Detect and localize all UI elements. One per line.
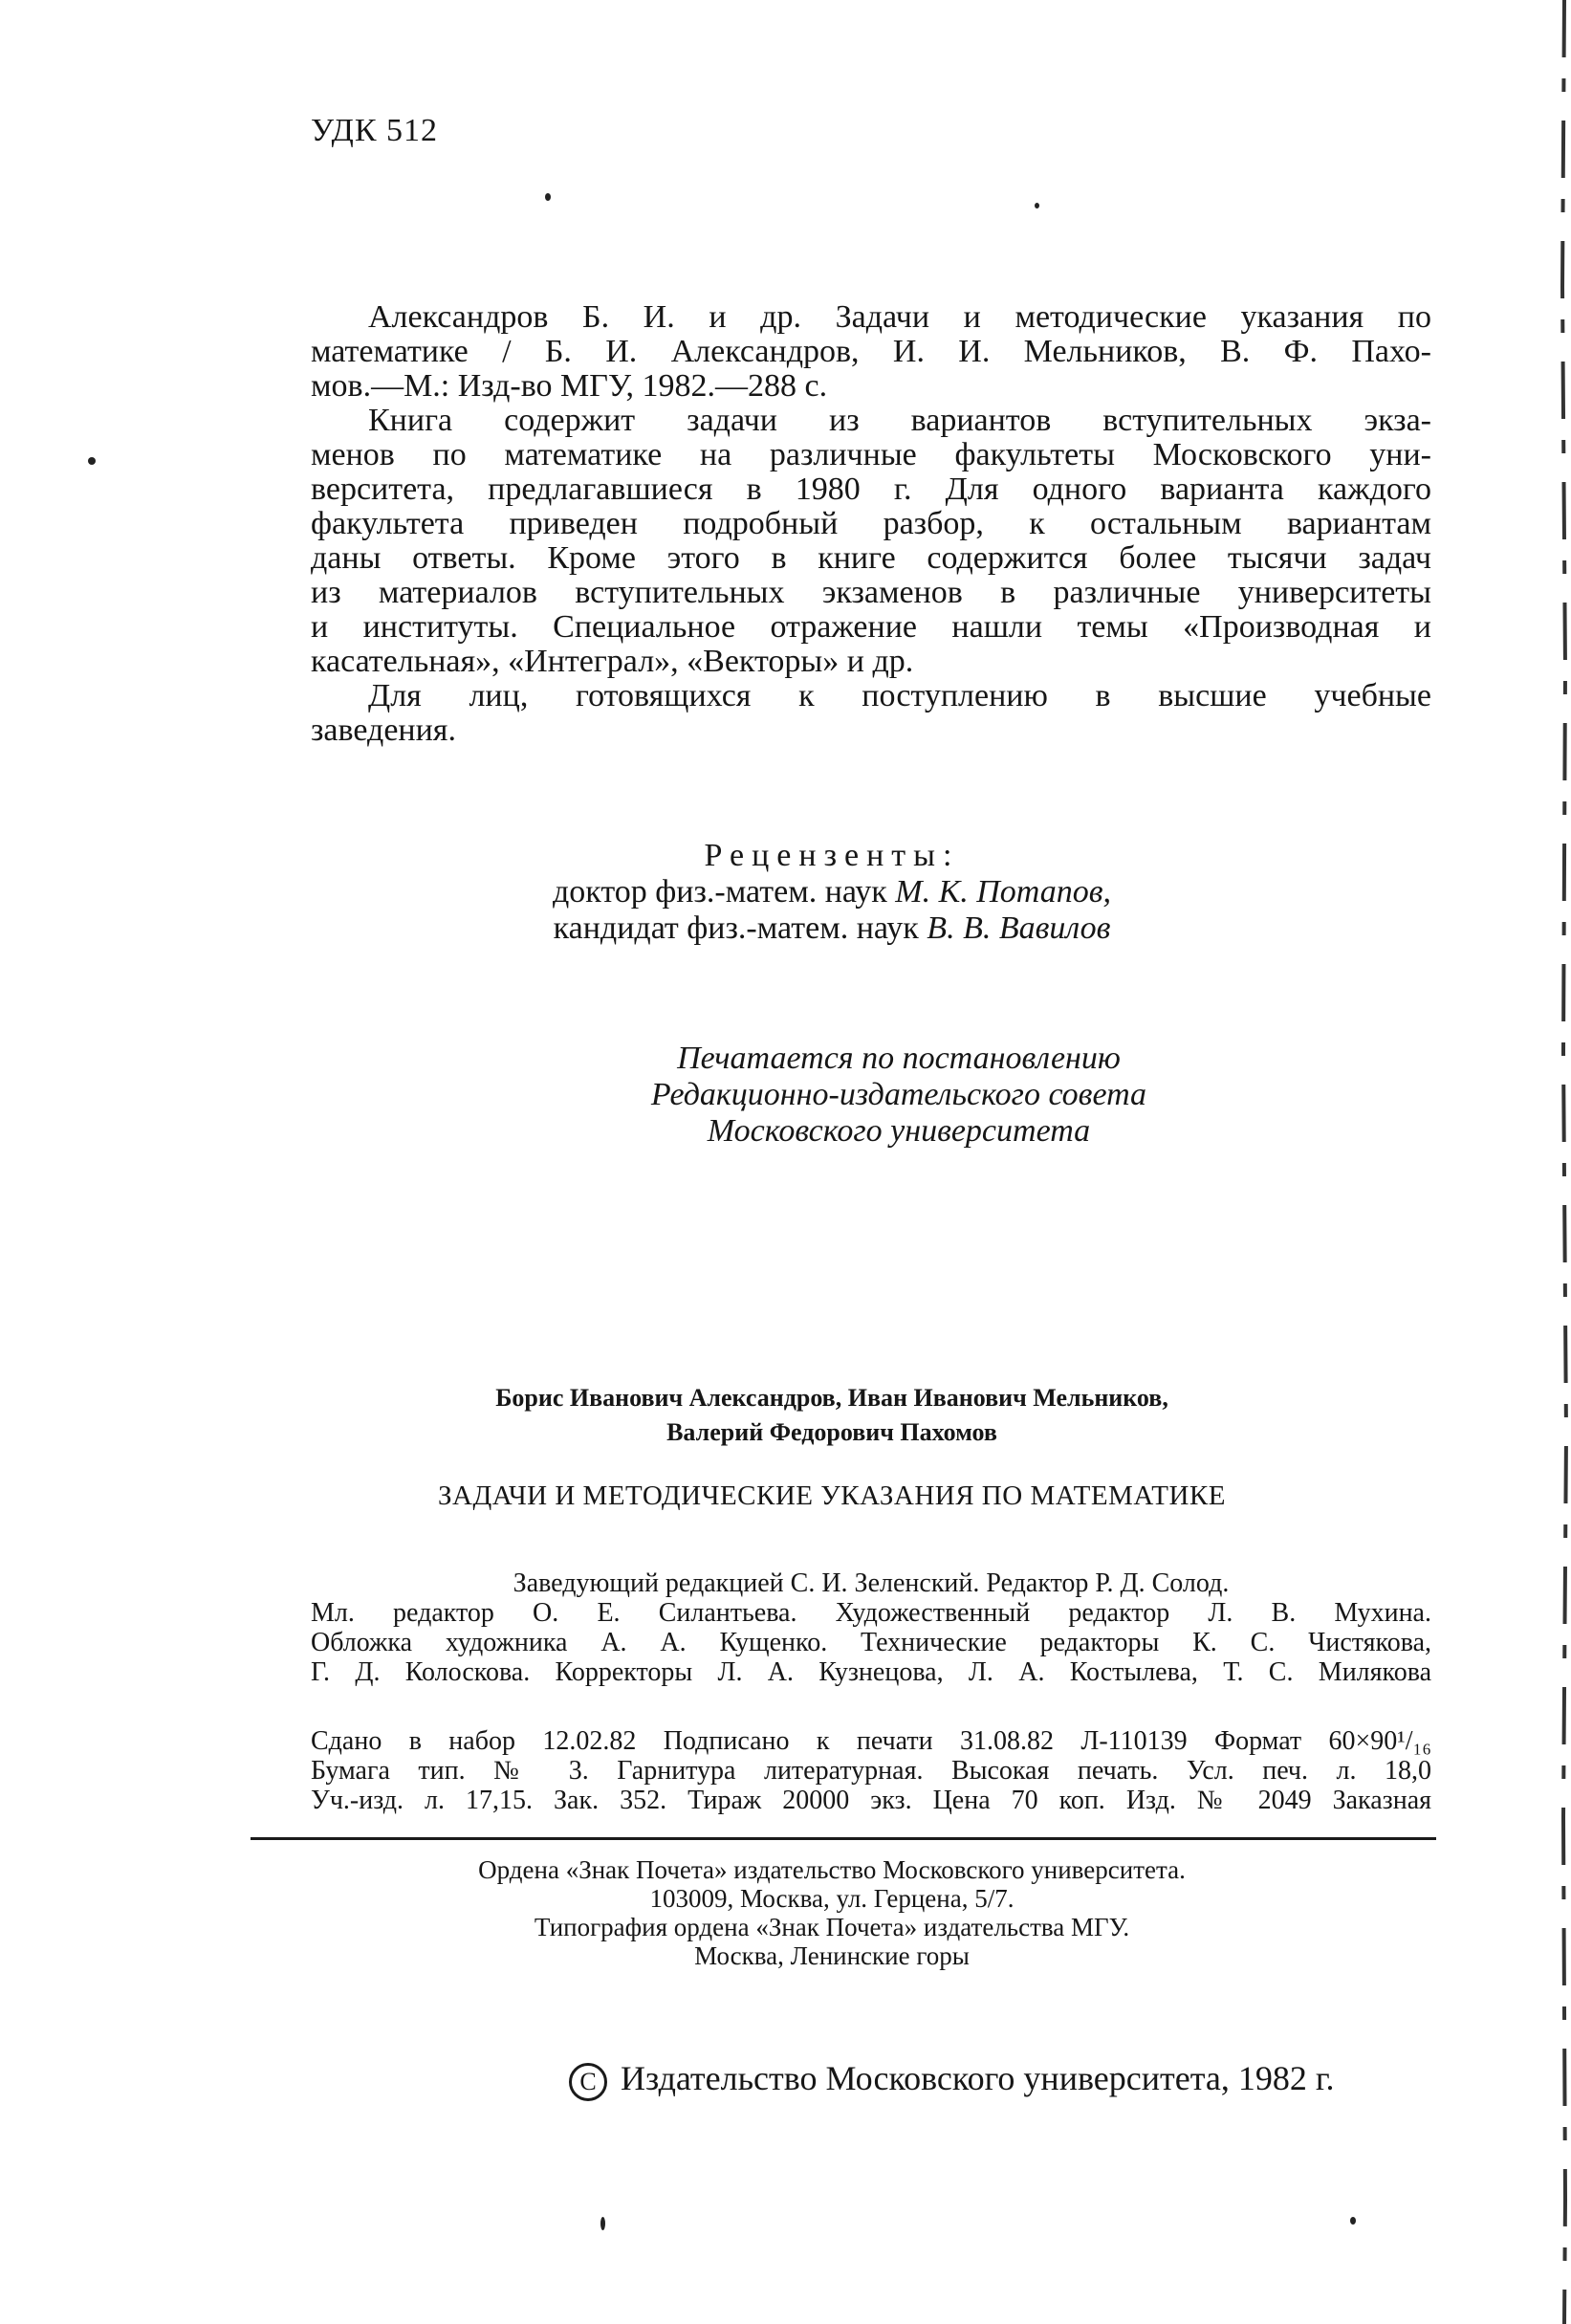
reviewer-1-degree: доктор физ.-матем. наук (553, 874, 887, 910)
speck (1035, 203, 1039, 208)
citation-line: Александров Б. И. и др. Задачи и методические указания по (368, 299, 1431, 335)
copyright-icon: C (569, 2063, 607, 2101)
reviewer-2-degree: кандидат физ.-матем. наук (553, 910, 919, 946)
description-line: менов по математике на различные факультеты Московского уни- (311, 437, 1431, 472)
annotation-block (311, 300, 1431, 748)
copyright (569, 2058, 1335, 2101)
speck (545, 193, 551, 201)
credits-block (311, 1568, 1431, 1687)
audience-line: Для лиц, готовящихся к поступлению в высшие учебные (368, 678, 1431, 713)
description-line: даны ответы. Кроме этого в книге содержится более тысячи задач (311, 540, 1431, 576)
speck (88, 457, 96, 465)
authors-line: Борис Иванович Александров, Иван Иванович Мельников, (495, 1384, 1168, 1412)
copyright-text: Издательство Московского университета, 1982 г. (621, 2059, 1335, 2097)
reviewers-heading: Рецензенты: (704, 838, 960, 873)
credits-line: Заведующий редакцией С. И. Зеленский. Редактор Р. Д. Солод. (513, 1568, 1230, 1598)
imprint-note-line: Печатается по постановлению (677, 1041, 1121, 1076)
reviewer-2-name: В. В. Вавилов (927, 910, 1111, 946)
reviewer-1-name: М. К. Потапов, (895, 874, 1111, 910)
reviewers-block (402, 838, 1262, 947)
publisher-line: 103009, Москва, ул. Герцена, 5/7. (649, 1884, 1015, 1913)
horizontal-rule (251, 1837, 1436, 1840)
print-data-line: Сдано в набор 12.02.82 Подписано к печати 31.08.82 Л-110139 Формат 60×90¹/₁₆ (311, 1726, 1431, 1756)
udk-code: УДК 512 (311, 113, 439, 148)
credits-line: Г. Д. Колоскова. Корректоры Л. А. Кузнецова, Л. А. Костылева, Т. С. Милякова (311, 1657, 1431, 1687)
publisher-line: Москва, Ленинские горы (694, 1941, 970, 1970)
imprint-note-line: Редакционно-издательского совета (650, 1077, 1147, 1112)
authors (402, 1381, 1262, 1450)
description-line: и институты. Специальное отражение нашли темы «Производная и (311, 609, 1431, 645)
description-line: касательная», «Интеграл», «Векторы» и др. (311, 644, 914, 679)
description-line: из материалов вступительных экзаменов в различные университеты (311, 575, 1431, 610)
credits-line: Мл. редактор О. Е. Силантьева. Художественный редактор Л. В. Мухина. (311, 1598, 1431, 1628)
imprint-note-line: Московского университета (707, 1113, 1091, 1149)
print-data-line: Уч.-изд. л. 17,15. Зак. 352. Тираж 20000 экз. Цена 70 коп. Изд. № 2049 Заказная (311, 1786, 1431, 1815)
publisher-line: Типография ордена «Знак Почета» издательства МГУ. (534, 1913, 1130, 1941)
audience-line: заведения. (311, 713, 456, 748)
print-data-line: Бумага тип. № 3. Гарнитура литературная. Высокая печать. Усл. печ. л. 18,0 (311, 1756, 1431, 1786)
description-line: Книга содержит задачи из вариантов вступительных экза- (368, 403, 1431, 438)
citation-line: математике / Б. И. Александров, И. И. Мельников, В. Ф. Пахо- (311, 334, 1431, 369)
description-line: верситета, предлагавшиеся в 1980 г. Для одного варианта каждого (311, 471, 1431, 507)
reviewer-2 (402, 910, 1262, 947)
page-edge-decoration (1551, 0, 1571, 2324)
authors-line: Валерий Федорович Пахомов (666, 1418, 997, 1446)
credits-line: Обложка художника А. А. Кущенко. Технические редакторы К. С. Чистякова, (311, 1628, 1431, 1657)
book-title: ЗАДАЧИ И МЕТОДИЧЕСКИЕ УКАЗАНИЯ ПО МАТЕМАТИКЕ (438, 1480, 1226, 1511)
speck (600, 2217, 605, 2230)
publisher-info (402, 1855, 1262, 1970)
imprint-note (535, 1041, 1262, 1150)
print-data-block (311, 1726, 1431, 1815)
reviewer-1 (402, 874, 1262, 910)
citation-line: мов.—М.: Изд-во МГУ, 1982.—288 с. (311, 368, 828, 404)
description-line: факультета приведен подробный разбор, к остальным вариантам (311, 506, 1431, 541)
publisher-line: Ордена «Знак Почета» издательство Московского университета. (478, 1855, 1186, 1884)
speck (1350, 2217, 1356, 2225)
